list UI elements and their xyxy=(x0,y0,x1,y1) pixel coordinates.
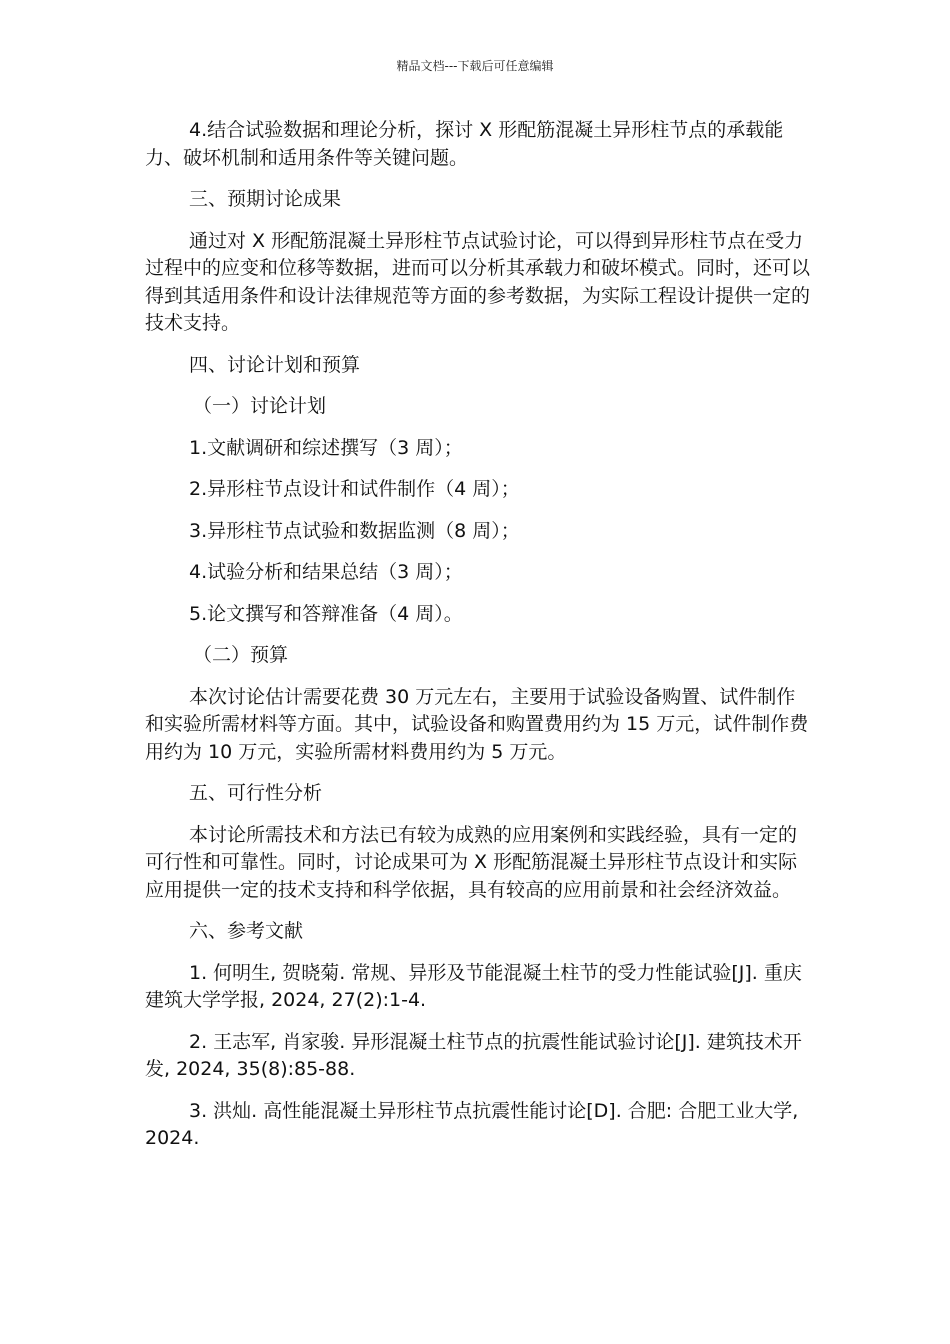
section-heading-references: 六、参考文献 xyxy=(189,920,304,942)
plan-item-1: 1.文献调研和综述撰写（3 周）； xyxy=(189,436,463,459)
paragraph-expected-results: 通过对 X 形配筋混凝土异形柱节点试验讨论，可以得到异形柱节点在受力过程中的应变和位移等数据，进而可以分析其承载力和破坏模式。同时，还可以得到其适用条件和设计法律规范等方面的参考数据，为实际工程设计提供一定的技术支持。 xyxy=(145,229,811,334)
reference-item-3: 3. 洪灿. 高性能混凝土异形柱节点抗震性能讨论[D]. 合肥: 合肥工业大学, 2024. xyxy=(145,1099,799,1149)
reference-item-1: 1. 何明生, 贺晓菊. 常规、异形及节能混凝土柱节的受力性能试验[J]. 重庆建筑大学学报, 2024, 27(2):1-4. xyxy=(145,961,802,1011)
paragraph-feasibility: 本讨论所需技术和方法已有较为成熟的应用案例和实践经验，具有一定的可行性和可靠性。同时，讨论成果可为 X 形配筋混凝土异形柱节点设计和实际应用提供一定的技术支持和科学依据，具有较高的应用前景和社会经济效益。 xyxy=(145,823,798,901)
plan-item-5: 5.论文撰写和答辩准备（4 周）。 xyxy=(189,602,463,625)
reference-item-2: 2. 王志军, 肖家骏. 异形混凝土柱节点的抗震性能试验讨论[J]. 建筑技术开发, 2024, 35(8):85-88. xyxy=(145,1030,802,1080)
section-heading-plan-budget: 四、讨论计划和预算 xyxy=(189,353,361,376)
plan-item-2: 2.异形柱节点设计和试件制作（4 周）； xyxy=(189,478,520,500)
paragraph-budget: 本次讨论估计需要花费 30 万元左右，主要用于试验设备购置、试件制作和实验所需材料等方面。其中，试验设备和购置费用约为 15 万元，试件制作费用约为 10 万元，实验所需材料费用约为 5 万元。 xyxy=(145,685,809,763)
document-body xyxy=(145,117,813,1167)
paragraph-item-4: 4.结合试验数据和理论分析，探讨 X 形配筋混凝土异形柱节点的承载能力、破坏机制和适用条件等关键问题。 xyxy=(145,119,784,169)
subsection-heading-plan: （一）讨论计划 xyxy=(193,395,327,417)
section-heading-feasibility: 五、可行性分析 xyxy=(189,782,323,804)
subsection-heading-budget: （二）预算 xyxy=(193,644,289,666)
section-heading-expected-results: 三、预期讨论成果 xyxy=(189,188,342,210)
plan-item-3: 3.异形柱节点试验和数据监测（8 周）； xyxy=(189,519,520,542)
plan-item-4: 4.试验分析和结果总结（3 周）； xyxy=(189,561,463,583)
page-header: 精品文档---下载后可任意编辑 xyxy=(396,59,554,73)
